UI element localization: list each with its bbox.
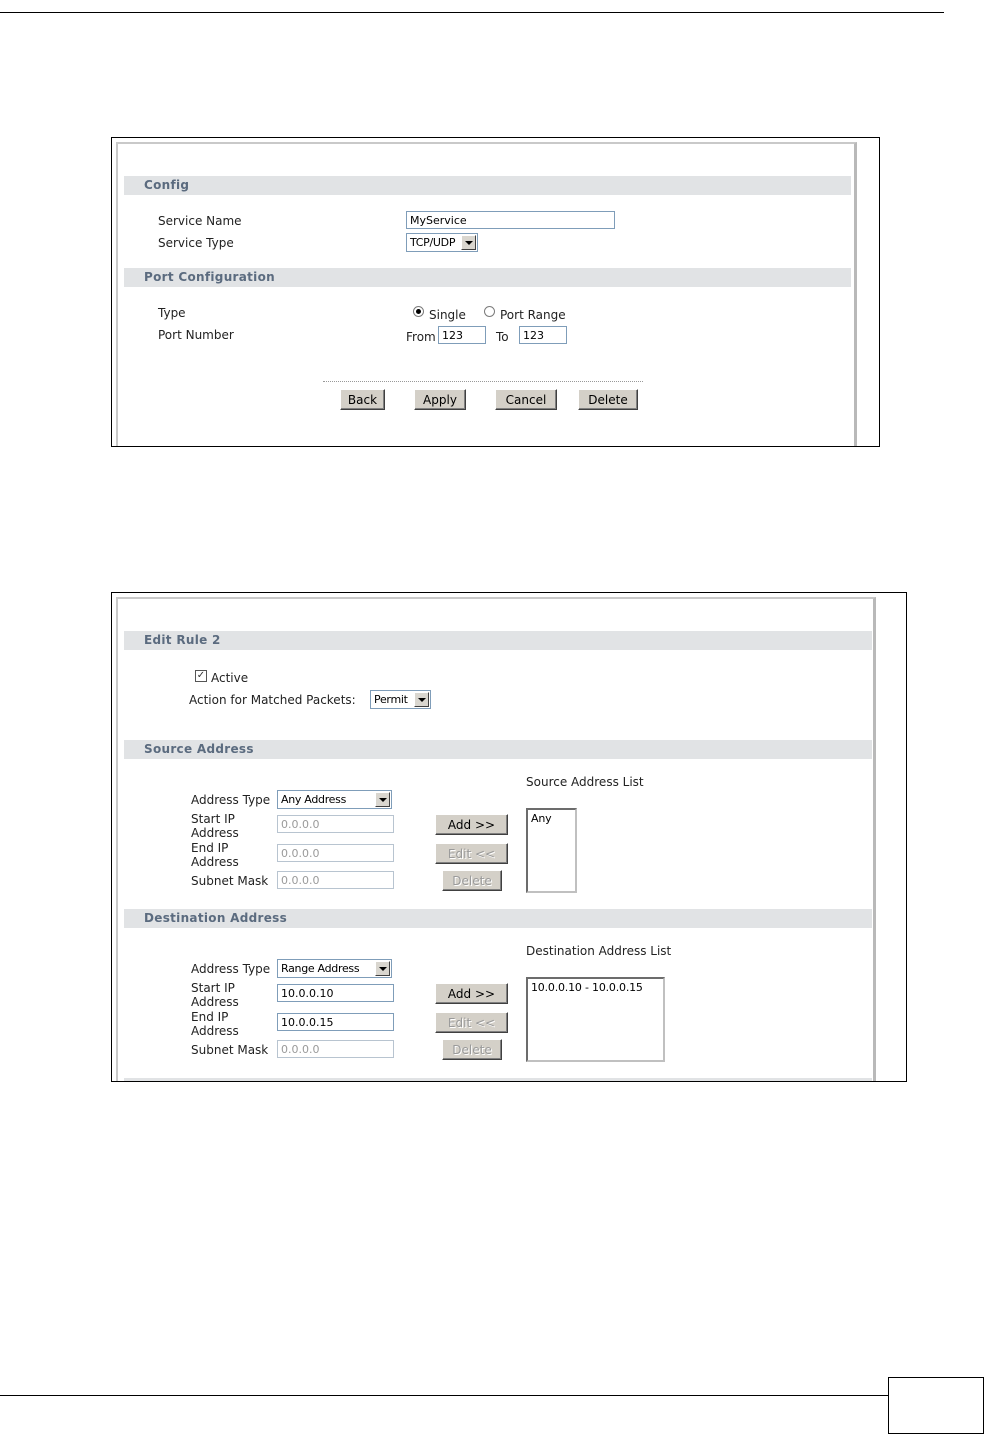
page-top-rule <box>0 12 944 13</box>
list-item[interactable]: Any <box>531 812 552 825</box>
source-add-button[interactable]: Add >> <box>435 814 508 835</box>
port-from-label: From <box>406 330 436 344</box>
port-range-radio[interactable] <box>484 306 495 317</box>
port-number-label: Port Number <box>158 328 234 342</box>
action-label: Action for Matched Packets: <box>189 693 356 707</box>
source-delete-button[interactable]: Delete <box>442 870 502 891</box>
destination-address-type-select[interactable] <box>277 959 392 978</box>
port-to-input[interactable] <box>519 326 567 344</box>
delete-button[interactable]: Delete <box>578 389 638 410</box>
destination-address-section-header <box>124 909 872 928</box>
destination-address-section-title: Destination Address <box>144 911 288 925</box>
service-name-label: Service Name <box>158 214 242 228</box>
source-address-type-select[interactable] <box>277 790 392 809</box>
destination-edit-button[interactable]: Edit << <box>435 1012 508 1033</box>
destination-start-ip-label: Start IP <box>191 981 235 995</box>
port-configuration-section-title: Port Configuration <box>144 270 275 284</box>
active-checkbox[interactable]: ✓ <box>196 670 206 681</box>
destination-address-type-value: Range Address <box>281 962 360 975</box>
edit-rule-panel <box>116 597 876 1082</box>
destination-start-ip-label-line2: Address <box>191 995 239 1009</box>
destination-address-list[interactable] <box>526 977 665 1062</box>
page-bottom-rule <box>0 1395 888 1396</box>
action-value: Permit <box>374 693 408 706</box>
source-address-list[interactable] <box>526 808 577 893</box>
source-subnet-mask-input[interactable] <box>277 871 394 889</box>
edit-rule-section-header <box>124 631 872 650</box>
source-address-type-value: Any Address <box>281 793 347 806</box>
source-end-ip-label-line2: Address <box>191 855 239 869</box>
destination-end-ip-input[interactable] <box>277 1013 394 1031</box>
page-number-box <box>888 1377 984 1434</box>
port-from-input[interactable] <box>438 326 486 344</box>
port-configuration-section-header <box>124 268 851 287</box>
destination-subnet-mask-input[interactable] <box>277 1040 394 1058</box>
next-section-header <box>124 1078 872 1082</box>
destination-end-ip-label: End IP <box>191 1010 229 1024</box>
service-config-screenshot <box>111 137 880 447</box>
edit-rule-section-title: Edit Rule 2 <box>144 633 221 647</box>
source-end-ip-label: End IP <box>191 841 229 855</box>
source-start-ip-label: Start IP <box>191 812 235 826</box>
source-end-ip-input[interactable] <box>277 844 394 862</box>
service-name-input[interactable] <box>406 211 615 229</box>
destination-address-type-label: Address Type <box>191 962 271 976</box>
source-address-list-title: Source Address List <box>526 775 644 789</box>
type-label: Type <box>158 306 186 320</box>
source-edit-button[interactable]: Edit << <box>435 843 508 864</box>
edit-rule-screenshot <box>111 592 907 1082</box>
port-to-label: To <box>496 330 509 344</box>
chevron-down-icon <box>414 692 429 707</box>
destination-end-ip-label-line2: Address <box>191 1024 239 1038</box>
source-start-ip-label-line2: Address <box>191 826 239 840</box>
service-config-panel <box>116 142 857 447</box>
active-label: Active <box>211 671 249 685</box>
service-type-select[interactable] <box>406 233 478 252</box>
cancel-button[interactable]: Cancel <box>495 389 557 410</box>
button-row-divider <box>323 381 643 382</box>
chevron-down-icon <box>461 235 476 250</box>
source-address-section-header <box>124 740 872 759</box>
action-select[interactable] <box>370 690 431 709</box>
config-section-header <box>124 176 851 195</box>
source-subnet-mask-label: Subnet Mask <box>191 874 269 888</box>
list-item[interactable]: 10.0.0.10 - 10.0.0.15 <box>531 981 643 994</box>
service-type-value: TCP/UDP <box>410 236 456 249</box>
destination-subnet-mask-label: Subnet Mask <box>191 1043 269 1057</box>
single-radio[interactable] <box>413 306 424 317</box>
destination-start-ip-input[interactable] <box>277 984 394 1002</box>
service-type-label: Service Type <box>158 236 234 250</box>
apply-button[interactable]: Apply <box>414 389 466 410</box>
back-button[interactable]: Back <box>340 389 385 410</box>
source-address-type-label: Address Type <box>191 793 271 807</box>
destination-address-list-title: Destination Address List <box>526 944 672 958</box>
port-range-radio-label: Port Range <box>500 308 566 322</box>
chevron-down-icon <box>375 792 390 807</box>
single-radio-label: Single <box>429 308 466 322</box>
chevron-down-icon <box>375 961 390 976</box>
source-start-ip-input[interactable] <box>277 815 394 833</box>
destination-add-button[interactable]: Add >> <box>435 983 508 1004</box>
config-section-title: Config <box>144 178 190 192</box>
source-address-section-title: Source Address <box>144 742 254 756</box>
destination-delete-button[interactable]: Delete <box>442 1039 502 1060</box>
